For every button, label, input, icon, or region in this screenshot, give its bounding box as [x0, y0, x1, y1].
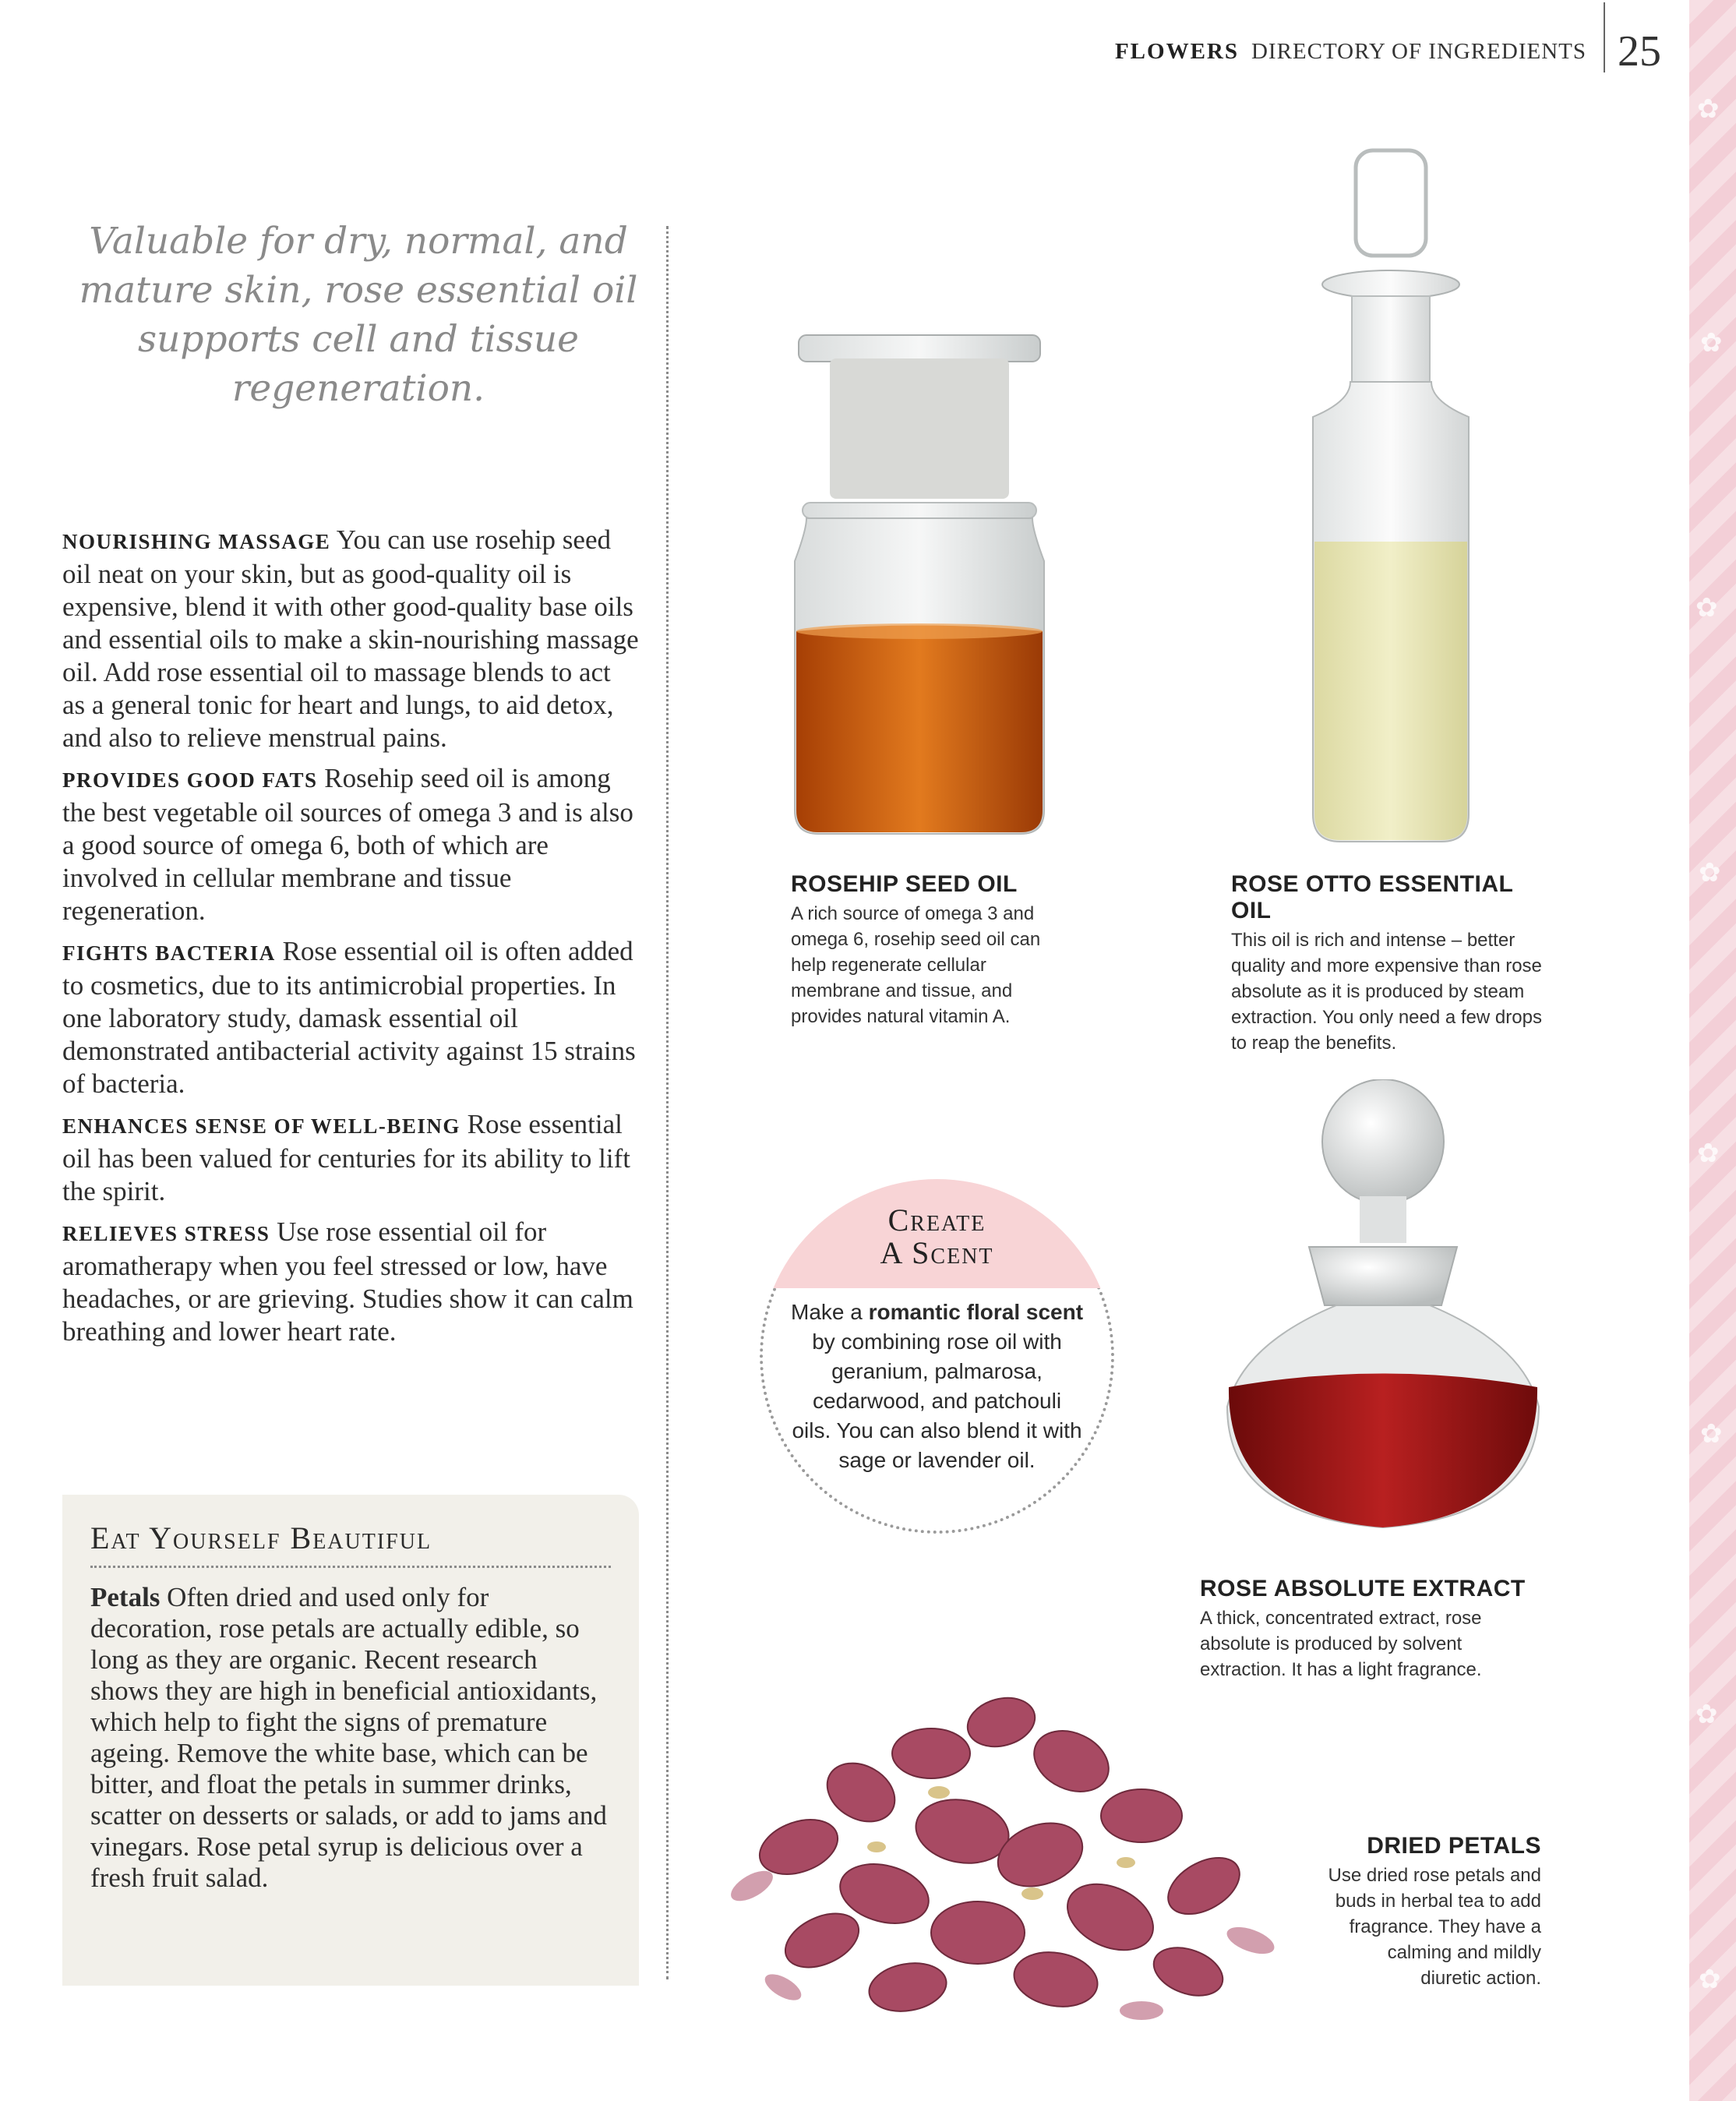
page-number: 25: [1618, 27, 1661, 76]
benefit-heading: FIGHTS BACTERIA: [62, 941, 276, 965]
box-text: [90, 1582, 611, 1894]
flower-pattern-icon: ✿: [1700, 1420, 1723, 1449]
caption-text: A rich source of omega 3 and omega 6, rosehip seed oil can help regenerate cellular membrane and tissue, and provides natural vitamin A.: [791, 903, 1041, 1027]
box-body: Often dried and used only for decoration, rose petals are actually edible, so long as they are organic. Recent research shows they are high in beneficial antioxidants, which help to fight the signs of premature ageing. Remove the white base, which can be bitter, and float the petals in summer drinks, scatter on desserts or salads, or add to jams and vinegars. Rose petal syrup is delicious over a fresh fruit salad.: [90, 1582, 607, 1893]
caption-title: DRIED PETALS: [1367, 1833, 1541, 1859]
benefit-item: [62, 1108, 639, 1208]
rose-otto-oil-bottle-image: [1274, 144, 1508, 849]
flower-pattern-icon: ✿: [1697, 95, 1720, 124]
caption-title: ROSEHIP SEED OIL: [791, 871, 1018, 897]
benefit-item: [62, 524, 639, 754]
box-title: Eat Yourself Beautiful: [90, 1520, 432, 1555]
caption-text: Use dried rose petals and buds in herbal tea to add fragrance. They have a calming and mildly diuretic action.: [1328, 1865, 1541, 1989]
caption-text: A thick, concentrated extract, rose absolute is produced by solvent extraction. It has a light fragrance.: [1200, 1608, 1482, 1680]
callout-post: by combining rose oil with geranium, palmarosa, cedarwood, and patchouli oils. You can also blend it with sage or lavender oil.: [792, 1329, 1082, 1472]
box-lead: Petals: [90, 1582, 161, 1612]
benefit-text: Use rose essential oil for aromatherapy when you feel stressed or low, have headaches, or are grieving. Studies show it can calm breathing and lower heart rate.: [62, 1216, 633, 1347]
header-section: FLOWERS: [1114, 38, 1239, 64]
create-a-scent-callout: [760, 1179, 1114, 1534]
caption-rosehip-seed-oil: [791, 871, 1048, 1029]
caption-dried-petals: [1325, 1833, 1541, 1991]
pull-quote: Valuable for dry, normal, and mature skin, rose essential oil supports cell and tissue regeneration.: [79, 220, 638, 410]
benefit-heading: ENHANCES SENSE OF WELL-BEING: [62, 1114, 460, 1138]
caption-text: This oil is rich and intense – better quality and more expensive than rose absolute as it is produced by steam extraction. You only need a few drops to reap the benefits.: [1231, 930, 1542, 1054]
flower-pattern-icon: ✿: [1695, 1700, 1718, 1729]
benefit-text: You can use rosehip seed oil neat on your skin, but as good-quality oil is expensive, blend it with other good-quality base oils and essential oils to make a skin-nourishing massage oil. Add rose essential oil to massage blends to act as a general tonic for heart and lungs, to aid detox, and also to relieve menstrual pains.: [62, 524, 639, 753]
running-header: [1115, 28, 1661, 75]
column-divider: [666, 226, 669, 1979]
callout-body: [791, 1298, 1083, 1475]
page-edge-pattern: [1689, 0, 1736, 2101]
benefits-list: [62, 524, 639, 1356]
benefit-item: [62, 762, 639, 927]
caption-title: ROSE OTTO ESSENTIAL OIL: [1231, 871, 1513, 923]
benefit-heading: RELIEVES STRESS: [62, 1222, 270, 1245]
benefit-heading: NOURISHING MASSAGE: [62, 530, 331, 553]
header-directory: DIRECTORY OF INGREDIENTS: [1251, 38, 1586, 64]
rose-absolute-bottle-image: [1219, 1079, 1547, 1539]
dried-rose-petals-image: [705, 1637, 1305, 2034]
benefit-text: Rose essential oil is often added to cosmetics, due to its antimicrobial properties. In one laboratory study, damask essential oil demonstrated antibacterial activity against 15 strains of bacteria.: [62, 936, 636, 1099]
callout-title: [760, 1204, 1114, 1269]
flower-pattern-icon: ✿: [1695, 594, 1718, 623]
rosehip-oil-bottle-image: [787, 327, 1052, 849]
benefit-item: [62, 1216, 639, 1348]
benefit-item: [62, 935, 639, 1100]
flower-pattern-icon: ✿: [1699, 859, 1721, 888]
flower-pattern-icon: ✿: [1699, 1965, 1721, 1994]
caption-title: ROSE ABSOLUTE EXTRACT: [1200, 1576, 1526, 1601]
callout-title-line2: A Scent: [880, 1235, 994, 1270]
caption-rose-absolute: [1200, 1576, 1535, 1683]
dotted-divider: [90, 1566, 611, 1568]
callout-title-line1: Create: [887, 1202, 986, 1238]
flower-pattern-icon: ✿: [1697, 1139, 1720, 1168]
callout-pre: Make a: [791, 1300, 869, 1324]
caption-rose-otto: [1231, 871, 1558, 1056]
flower-pattern-icon: ✿: [1700, 329, 1723, 358]
benefit-text: Rose essential oil has been valued for centuries for its ability to lift the spirit.: [62, 1109, 630, 1206]
eat-yourself-beautiful-box: [62, 1495, 639, 1986]
callout-bold: romantic floral scent: [868, 1300, 1084, 1324]
benefit-text: Rosehip seed oil is among the best vegetable oil sources of omega 3 and is also a good source of omega 6, both of which are involved in cellular membrane and tissue regeneration.: [62, 763, 633, 926]
header-divider: [1604, 2, 1605, 72]
benefit-heading: PROVIDES GOOD FATS: [62, 768, 318, 792]
